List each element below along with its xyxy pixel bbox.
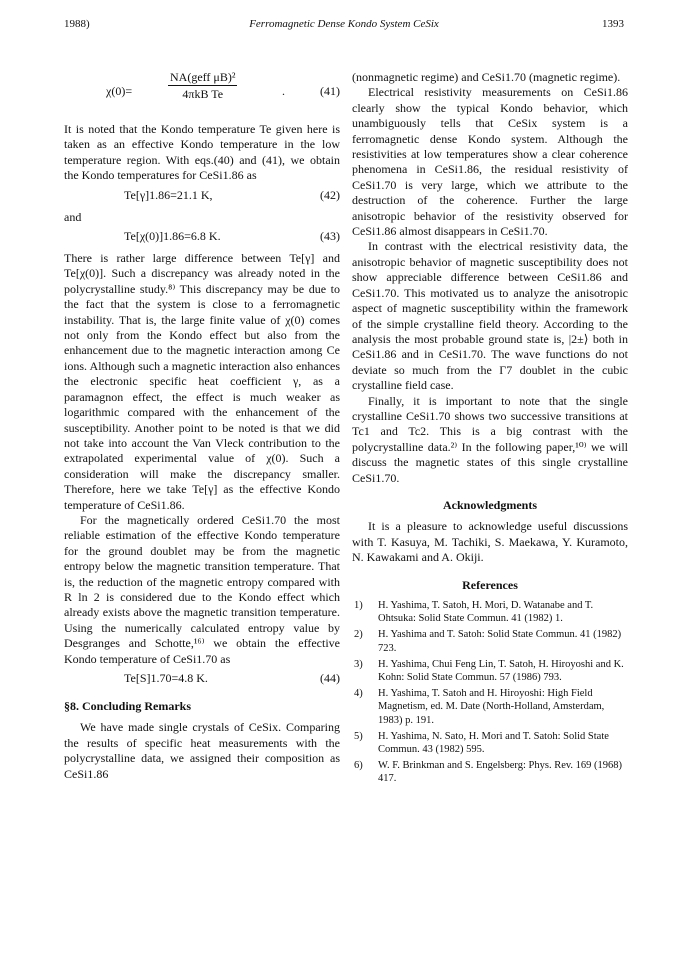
reference-text: H. Yashima, N. Sato, H. Mori and T. Satoh: Solid State Commun. 43 (1982) 595. (378, 730, 609, 756)
equation-44-expr: Te[S]1.70=4.8 K. (124, 671, 208, 685)
header-year: 1988) (64, 18, 90, 30)
equation-41-number: (41) (320, 84, 340, 98)
reference-item (352, 759, 628, 785)
paragraph: Electrical resistivity measurements on CeSi1.86 clearly show the typical Kondo behavior, which unambiguously tells that CeSix system is a ferromagnetic dense Kondo system. Although the resistivities at low temperatures show a clear coherence phenomena in CeSi1.86, the residual resistivity of CeSi1.70 is very large, which we attribute to the destruction of the coherence. Further the large anisotropic behavior of the resistivity observed for CeSi1.86 almost disappears in CeSi1.70. (352, 85, 628, 239)
equation-41 (64, 70, 340, 114)
paragraph: There is rather large difference between Te[γ] and Te[χ(0)]. Such a discrepancy was already noted in the polycrystalline study.⁸⁾ This discrepancy may be due to the fact that the system is close to a ferromagnetic instability. That is, the large finite value of χ(0) comes not only from the Kondo effect but also from the enhancement due to the magnetic interaction among Ce ions. Although such a magnetic interaction also enhances the electronic specific heat coefficient γ, as a paramagnon effect, the effect is much weaker as logarithmic compared with the enhancement of the susceptibility. Another point to be noted is that we did not take into account the Van Vleck contribution to the extrapolated experimental value of χ(0). Such a consideration will make the discrepancy smaller. Therefore, here we take Te[γ] as the effective Kondo temperature of CeSi1.86. (64, 251, 340, 512)
reference-list (352, 599, 628, 786)
reference-text: H. Yashima, T. Satoh, H. Mori, D. Watanabe and T. Ohtsuka: Solid State Commun. 41 (1982) 1. (378, 600, 594, 625)
references-heading: References (462, 577, 518, 592)
reference-item (352, 687, 628, 727)
paragraph: For the magnetically ordered CeSi1.70 the most reliable estimation of the effective Kondo temperature for the ground doublet may be from the magnetic entropy below the magnetic transition temperature. That is, the reduction of the magnetic entropy compared with R ln 2 is considered due to the Kondo effect which already exists above the magnetic transition temperature. Using the numerically calculated entropy value by Desgranges and Schotte,¹⁶⁾ we obtain the effective Kondo temperature of CeSi1.70 as (64, 512, 340, 666)
equation-44 (64, 671, 340, 689)
running-header (64, 18, 624, 34)
equation-41-denominator: 4πkB Te (182, 87, 224, 102)
reference-item (352, 730, 628, 756)
paragraph-and: and (64, 209, 82, 224)
reference-text: H. Yashima, Chui Feng Lin, T. Satoh, H. Hiroyoshi and K. Kohn: Solid State Commun. 57 (1986) 793. (378, 658, 624, 684)
paragraph: We have made single crystals of CeSix. Comparing the results of specific heat measurements with the polycrystalline data, we assigned their composition as CeSi1.86 (64, 720, 340, 781)
equation-42-number: (42) (320, 187, 340, 202)
equation-42 (64, 188, 340, 206)
reference-item (352, 628, 628, 654)
reference-number: 4) (354, 688, 363, 700)
reference-number: 2) (354, 629, 363, 641)
paragraph: In contrast with the electrical resistivity data, the anisotropic behavior of magnetic susceptibility does not show appreciable difference between CeSi1.86 and CeSi1.70. This motivated us to analyze the anisotropic aspect of magnetic susceptibility within the framework of the simple crystalline field theory. According to the analysis the most probable ground state is, |2±⟩ both in CeSi1.86 and in CeSi1.70. The wave functions do not deviate so much from the Γ7 doublet in the cubic crystalline field case. (352, 239, 628, 393)
paragraph: Finally, it is important to note that the single crystalline CeSi1.70 shows two successive transitions at Tc1 and Tc2. This is a big contrast with the polycrystalline data.²⁾ In the following paper,¹⁰⁾ we will discuss the magnetic states of this single crystalline CeSi1.70. (352, 393, 628, 485)
equation-41-fraction (168, 70, 237, 103)
reference-item (352, 599, 628, 625)
equation-44-number: (44) (320, 671, 340, 685)
reference-text: H. Yashima and T. Satoh: Solid State Commun. 41 (1982) 723. (378, 629, 622, 654)
reference-number: 6) (354, 760, 363, 772)
equation-43-expr: Te[χ(0)]1.86=6.8 K. (124, 229, 221, 244)
header-title: Ferromagnetic Dense Kondo System CeSix (249, 18, 439, 30)
reference-number: 3) (354, 658, 363, 670)
paragraph: It is noted that the Kondo temperature Te given here is taken as an effective Kondo temperature in the low temperature region. With eqs.(40) and (41), we obtain the Kondo temperatures for CeSi1.86 as (64, 122, 340, 183)
paragraph: (nonmagnetic regime) and CeSi1.70 (magnetic regime). (352, 70, 621, 84)
equation-42-expr: Te[γ]1.86=21.1 K, (124, 187, 213, 202)
page-number: 1393 (602, 18, 624, 30)
equation-43 (64, 229, 340, 247)
reference-number: 5) (354, 730, 363, 742)
reference-item (352, 658, 628, 684)
right-column (352, 70, 628, 789)
equation-41-numerator: NA(geff μB)² (168, 70, 237, 86)
equation-43-number: (43) (320, 229, 340, 244)
reference-text: W. F. Brinkman and S. Engelsberg: Phys. Rev. 169 (1968) 417. (378, 760, 623, 785)
section-heading: §8. Concluding Remarks (64, 699, 192, 713)
reference-text: H. Yashima, T. Satoh and H. Hiroyoshi: High Field Magnetism, ed. M. Date (North-Holland, Amsterdam, 1983) p. 191. (378, 688, 605, 726)
left-column (64, 70, 340, 782)
reference-number: 1) (354, 600, 363, 611)
acknowledgments-heading: Acknowledgments (442, 497, 537, 512)
equation-41-period: . (282, 84, 285, 98)
equation-41-lhs: χ(0)= (106, 84, 133, 98)
acknowledgments-text: It is a pleasure to acknowledge useful discussions with T. Kasuya, M. Tachiki, S. Maekawa, Y. Kuramoto, N. Kawakami and A. Okiji. (352, 519, 628, 565)
